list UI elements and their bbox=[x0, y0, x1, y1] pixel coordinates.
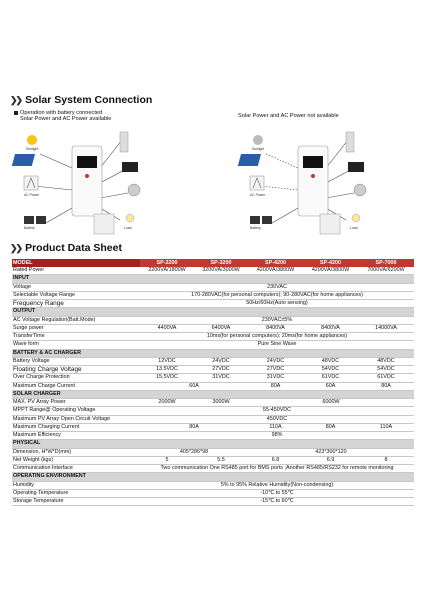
spec-value-cell: 7000VA/6200W bbox=[358, 267, 414, 275]
spec-name-cell: Maximum PV Array Open Circuit Voltage bbox=[12, 415, 140, 423]
left-caption-line-2: Solar Power and AC Power available bbox=[20, 116, 112, 123]
left-panel-caption bbox=[14, 110, 111, 123]
spec-value-cell: 54VDC bbox=[358, 366, 414, 374]
table-row bbox=[12, 366, 414, 374]
distribution-box-icon bbox=[320, 214, 340, 234]
header-cell-sp-4200-b: SP-4200 bbox=[303, 259, 358, 267]
table-section-row bbox=[12, 275, 414, 283]
table-section-row bbox=[12, 440, 414, 448]
table-row bbox=[12, 432, 414, 440]
section-label: SOLAR CHARGER bbox=[12, 390, 414, 398]
spec-value-cell: 5% to 95% Relative Humidity(Non-condensing) bbox=[140, 481, 414, 489]
table-row bbox=[12, 407, 414, 415]
spec-name-cell: Over Charge Protection bbox=[12, 374, 140, 382]
spec-name-cell: Storage Temperature bbox=[12, 498, 140, 506]
table-section-row bbox=[12, 308, 414, 316]
table-row bbox=[12, 283, 414, 291]
spec-value-cell: 3000W bbox=[194, 399, 248, 407]
datasheet-title-text: Product Data Sheet bbox=[25, 242, 122, 254]
spec-name-cell: Maximum Charge Current bbox=[12, 382, 140, 390]
fan-icon bbox=[128, 184, 140, 196]
section-label: BATTERY & AC CHARGER bbox=[12, 349, 414, 357]
table-row bbox=[12, 456, 414, 464]
inverter-icon bbox=[298, 146, 328, 216]
spec-value-cell: 48VDC bbox=[303, 357, 358, 365]
spec-name-cell: Voltage bbox=[12, 283, 140, 291]
spec-value-cell: -10℃ to 55℃ bbox=[140, 489, 414, 497]
spec-value-cell: 8400VA bbox=[303, 324, 358, 332]
spec-value-cell: 48VDC bbox=[358, 357, 414, 365]
solar-panel-icon bbox=[12, 154, 35, 166]
right-panel-caption: Solar Power and AC Power not available bbox=[238, 113, 339, 119]
battery-label: Battery bbox=[24, 226, 35, 230]
spec-name-cell: Frequency Range bbox=[12, 300, 140, 308]
sun-icon bbox=[27, 135, 37, 145]
spec-value-cell: 8 bbox=[358, 456, 414, 464]
spec-value-cell: 55-450VDC bbox=[140, 407, 414, 415]
table-row bbox=[12, 415, 414, 423]
inverter-icon bbox=[72, 146, 102, 216]
sunlight-label: Sunlight bbox=[26, 147, 39, 151]
spec-value-cell: 5 bbox=[140, 456, 194, 464]
table-row bbox=[12, 324, 414, 332]
table-row bbox=[12, 382, 414, 390]
spec-value-cell: 2000W bbox=[140, 399, 194, 407]
spec-value-cell: 110A bbox=[248, 423, 303, 431]
table-row bbox=[12, 489, 414, 497]
spec-value-cell: 61VDC bbox=[303, 374, 358, 382]
spec-value-cell: 405*286*98 bbox=[140, 448, 248, 456]
spec-value-cell: Pure Sine Wave bbox=[140, 341, 414, 349]
left-connection-diagram bbox=[10, 128, 160, 238]
table-row bbox=[12, 267, 414, 275]
table-row bbox=[12, 341, 414, 349]
spec-value-cell: 27VDC bbox=[248, 366, 303, 374]
table-row bbox=[12, 481, 414, 489]
spec-name-cell: MAX. PV Array Power bbox=[12, 399, 140, 407]
solar-title-text: Solar System Connection bbox=[25, 94, 153, 106]
spec-value-cell: 80A bbox=[140, 423, 248, 431]
spec-name-cell: MPPT Range@ Operating Voltage bbox=[12, 407, 140, 415]
fan-icon bbox=[354, 184, 366, 196]
table-row bbox=[12, 448, 414, 456]
header-cell-sp-7000: SP-7000 bbox=[358, 259, 414, 267]
ac-power-label: AC Power bbox=[24, 193, 40, 197]
tv-icon bbox=[348, 162, 364, 172]
product-data-table-body bbox=[12, 259, 414, 506]
spec-name-cell: TransferTime bbox=[12, 333, 140, 341]
battery-label: Battery bbox=[250, 226, 261, 230]
left-caption-line-1: Operation with battery connected bbox=[20, 110, 103, 116]
table-section-row bbox=[12, 473, 414, 481]
refrigerator-icon bbox=[120, 132, 128, 152]
spec-name-cell: Operating Temperature bbox=[12, 489, 140, 497]
spec-value-cell: 27VDC bbox=[194, 366, 248, 374]
spec-name-cell: Communication Interface bbox=[12, 465, 140, 473]
spec-value-cell: 31VDC bbox=[194, 374, 248, 382]
spec-value-cell: 5.5 bbox=[194, 456, 248, 464]
header-cell-sp-4200: SP-4200 bbox=[248, 259, 303, 267]
lightbulb-icon bbox=[352, 214, 360, 222]
sunlight-label: Sunlight bbox=[252, 147, 265, 151]
spec-name-cell: Floating Charge Voltage bbox=[12, 366, 140, 374]
battery-icon bbox=[250, 216, 272, 224]
utility-pole-icon bbox=[24, 176, 38, 190]
spec-value-cell: 15.5VDC bbox=[140, 374, 194, 382]
section-label: PHYSICAL bbox=[12, 440, 414, 448]
load-label: Load bbox=[124, 226, 132, 230]
spec-value-cell: 10ms(for personal computers); 20ms(for home appliances) bbox=[140, 333, 414, 341]
spec-value-cell: 54VDC bbox=[303, 366, 358, 374]
spec-value-cell: 80A bbox=[358, 382, 414, 390]
spec-value-cell: 4200VA/3800W bbox=[248, 267, 303, 275]
tv-icon bbox=[122, 162, 138, 172]
double-chevron-icon: ❯❯ bbox=[10, 242, 22, 253]
table-row bbox=[12, 333, 414, 341]
spec-value-cell: 24VDC bbox=[248, 357, 303, 365]
spec-value-cell: 61VDC bbox=[358, 374, 414, 382]
spec-value-cell: 4200VA/3800W bbox=[303, 267, 358, 275]
table-row bbox=[12, 357, 414, 365]
product-data-table bbox=[12, 259, 414, 506]
spec-value-cell: Two communication One RS485 port for BMS ports ;Another RS485/RS232 for remote monitoring bbox=[140, 465, 414, 473]
spec-name-cell: AC Voltage Regulation(Batt.Mode) bbox=[12, 316, 140, 324]
solar-section-title bbox=[10, 94, 152, 106]
spec-value-cell: 2200VA/1800W bbox=[140, 267, 194, 275]
spec-name-cell: Battery Voltage bbox=[12, 357, 140, 365]
spec-name-cell: Humidity bbox=[12, 481, 140, 489]
spec-value-cell: 98% bbox=[140, 432, 414, 440]
spec-value-cell: 24VDC bbox=[194, 357, 248, 365]
bullet-square-icon bbox=[14, 111, 18, 115]
ac-power-label: AC Power bbox=[250, 193, 266, 197]
table-row bbox=[12, 498, 414, 506]
spec-value-cell: 230VAC bbox=[140, 283, 414, 291]
spec-value-cell: 450VDC bbox=[140, 415, 414, 423]
double-chevron-icon: ❯❯ bbox=[10, 94, 22, 105]
header-cell-sp-3200: SP-3200 bbox=[194, 259, 248, 267]
spec-value-cell: 6.8 bbox=[248, 456, 303, 464]
spec-value-cell: 230VAC±5% bbox=[140, 316, 414, 324]
spec-value-cell: 170-280VAC(for personal computers); 90-280VAC(for home appliances) bbox=[140, 291, 414, 299]
spec-value-cell: 3200VA/3000W bbox=[194, 267, 248, 275]
spec-name-cell: Surge power bbox=[12, 324, 140, 332]
sun-icon bbox=[253, 135, 263, 145]
battery-icon bbox=[24, 216, 46, 224]
section-label: OUTPUT bbox=[12, 308, 414, 316]
spec-value-cell: -15℃ to 60℃ bbox=[140, 498, 414, 506]
spec-value-cell: 8400VA bbox=[248, 324, 303, 332]
spec-value-cell: 6400VA bbox=[194, 324, 248, 332]
spec-value-cell: 6.9 bbox=[303, 456, 358, 464]
table-header-row bbox=[12, 259, 414, 267]
spec-name-cell: Rated Power bbox=[12, 267, 140, 275]
spec-value-cell: 14000VA bbox=[358, 324, 414, 332]
spec-value-cell: 50Hz/60Hz(Auto sensing) bbox=[140, 300, 414, 308]
spec-value-cell: 60A bbox=[140, 382, 248, 390]
spec-value-cell: 60A bbox=[303, 382, 358, 390]
table-row bbox=[12, 423, 414, 431]
spec-name-cell: Maximum Charging Current bbox=[12, 423, 140, 431]
table-row bbox=[12, 374, 414, 382]
spec-value-cell: 4400VA bbox=[140, 324, 194, 332]
lightbulb-icon bbox=[126, 214, 134, 222]
table-row bbox=[12, 465, 414, 473]
table-row bbox=[12, 316, 414, 324]
distribution-box-icon bbox=[94, 214, 114, 234]
spec-name-cell: Dimension, H*W*D(mm) bbox=[12, 448, 140, 456]
table-row bbox=[12, 399, 414, 407]
header-cell-model: MODEL bbox=[12, 259, 140, 267]
spec-value-cell: 423*300*120 bbox=[248, 448, 414, 456]
spec-name-cell: Net Weight (kgs) bbox=[12, 456, 140, 464]
table-row bbox=[12, 291, 414, 299]
spec-value-cell: 80A bbox=[303, 423, 358, 431]
table-section-row bbox=[12, 390, 414, 398]
table-section-row bbox=[12, 349, 414, 357]
table-row bbox=[12, 300, 414, 308]
spec-value-cell: 110A bbox=[358, 423, 414, 431]
spec-value-cell: 31VDC bbox=[248, 374, 303, 382]
load-label: Load bbox=[350, 226, 358, 230]
spec-name-cell: Selectable Voltage Range bbox=[12, 291, 140, 299]
spec-name-cell: Wave form bbox=[12, 341, 140, 349]
spec-name-cell: Maximum Efficiency bbox=[12, 432, 140, 440]
datasheet-section-title bbox=[10, 242, 122, 254]
header-cell-sp-2200: SP-2200 bbox=[140, 259, 194, 267]
spec-value-cell: 12VDC bbox=[140, 357, 194, 365]
section-label: INPUT bbox=[12, 275, 414, 283]
right-connection-diagram bbox=[236, 128, 386, 238]
spec-value-cell: 80A bbox=[248, 382, 303, 390]
section-label: OPERATING ENVIRONMENT bbox=[12, 473, 414, 481]
spec-value-cell: 13.5VDC bbox=[140, 366, 194, 374]
solar-panel-icon bbox=[238, 154, 261, 166]
utility-pole-icon bbox=[250, 176, 264, 190]
refrigerator-icon bbox=[346, 132, 354, 152]
spec-value-cell: 6000W bbox=[248, 399, 414, 407]
